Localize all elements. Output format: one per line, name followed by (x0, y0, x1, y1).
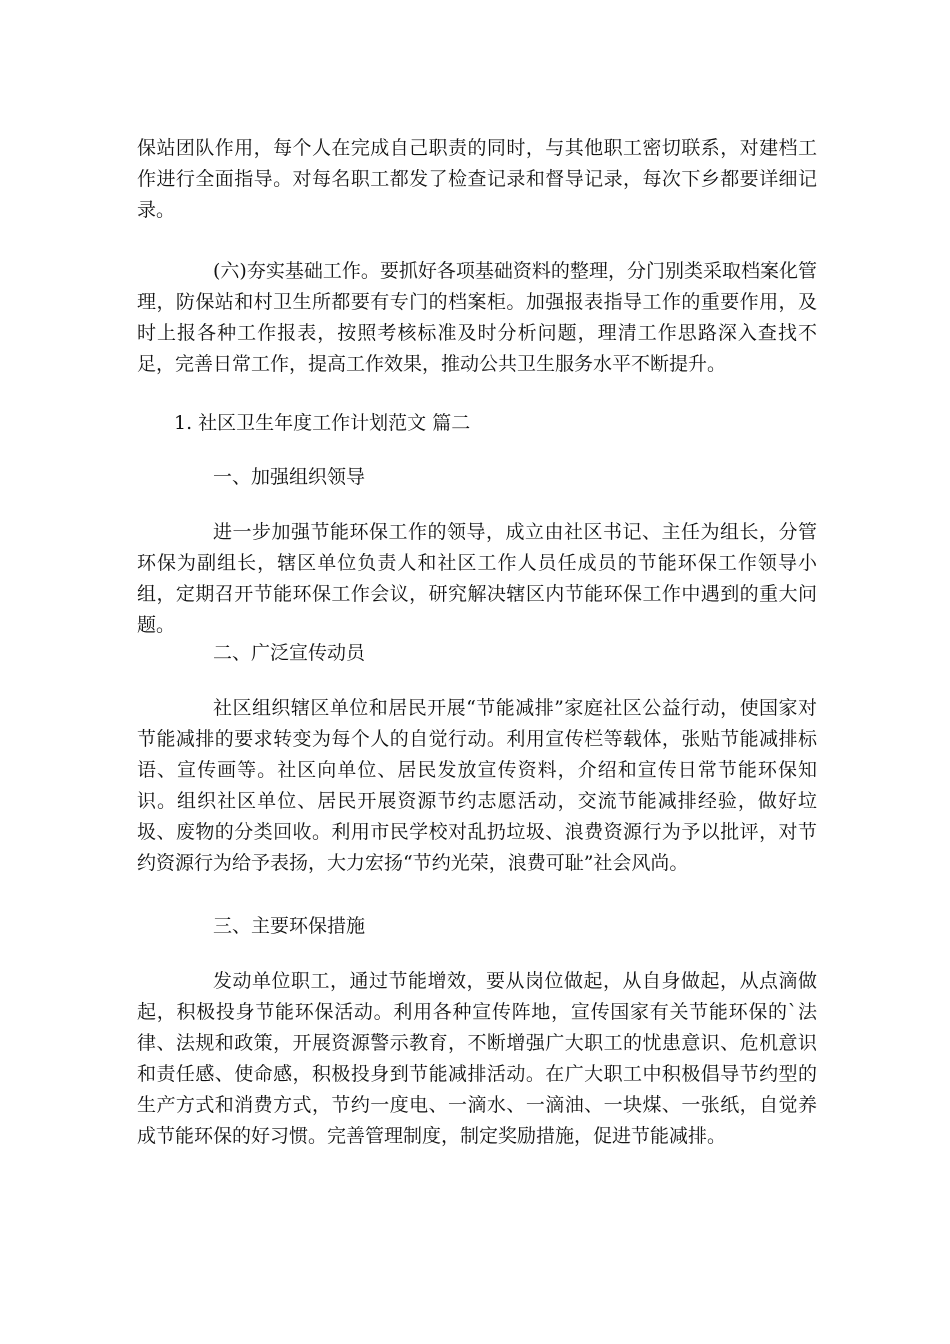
heading-environmental-measures: 三、主要环保措施 (213, 915, 366, 937)
heading-organization-leadership: 一、加强组织领导 (213, 466, 366, 488)
paragraph-item-six: (六)夯实基础工作。要抓好各项基础资料的整理，分门别类采取档案化管理，防保站和村卫生所都要有专门的档案柜。加强报表指导工作的重要作用，及时上报各种工作报表，按照考核标准及时分析问题，理清工作思路深入查找不足，完善日常工作，提高工作效果，推动公共卫生服务水平不断提升。 (137, 260, 817, 375)
paragraph-publicity-mobilization: 社区组织辖区单位和居民开展“节能减排”家庭社区公益行动，使国家对节能减排的要求转变为每个人的自觉行动。利用宣传栏等载体，张贴节能减排标语、宣传画等。社区向单位、居民发放宣传资料，介绍和宣传日常节能环保知识。组织社区单位、居民开展资源节约志愿活动，交流节能减排经验，做好垃圾、废物的分类回收。利用市民学校对乱扔垃圾、浪费资源行为予以批评，对节约资源行为给予表扬，大力宏扬“节约光荣，浪费可耻”社会风尚。 (137, 697, 817, 874)
paragraph-environmental-measures: 发动单位职工，通过节能增效，要从岗位做起，从自身做起，从点滴做起，积极投身节能环保活动。利用各种宣传阵地，宣传国家有关节能环保的`法律、法规和政策，开展资源警示教育，不断增强广大职工的忧患意识、危机意识和责任感、使命感，积极投身到节能减排活动。在广大职工中积极倡导节约型的生产方式和消费方式，节约一度电、一滴水、一滴油、一块煤、一张纸，自觉养成节能环保的好习惯。完善管理制度，制定奖励措施，促进节能减排。 (137, 970, 817, 1147)
section-title: 1. 社区卫生年度工作计划范文 篇二 (174, 412, 471, 434)
heading-publicity-mobilization: 二、广泛宣传动员 (213, 642, 366, 664)
paragraph-organization-leadership: 进一步加强节能环保工作的领导，成立由社区书记、主任为组长，分管环保为副组长，辖区单位负责人和社区工作人员任成员的节能环保工作领导小组，定期召开节能环保工作会议，研究解决辖区内节能环保工作中遇到的重大问题。 (137, 521, 817, 636)
paragraph-continuation: 保站团队作用，每个人在完成自己职责的同时，与其他职工密切联系，对建档工作进行全面指导。对每名职工都发了检查记录和督导记录，每次下乡都要详细记录。 (137, 137, 817, 221)
